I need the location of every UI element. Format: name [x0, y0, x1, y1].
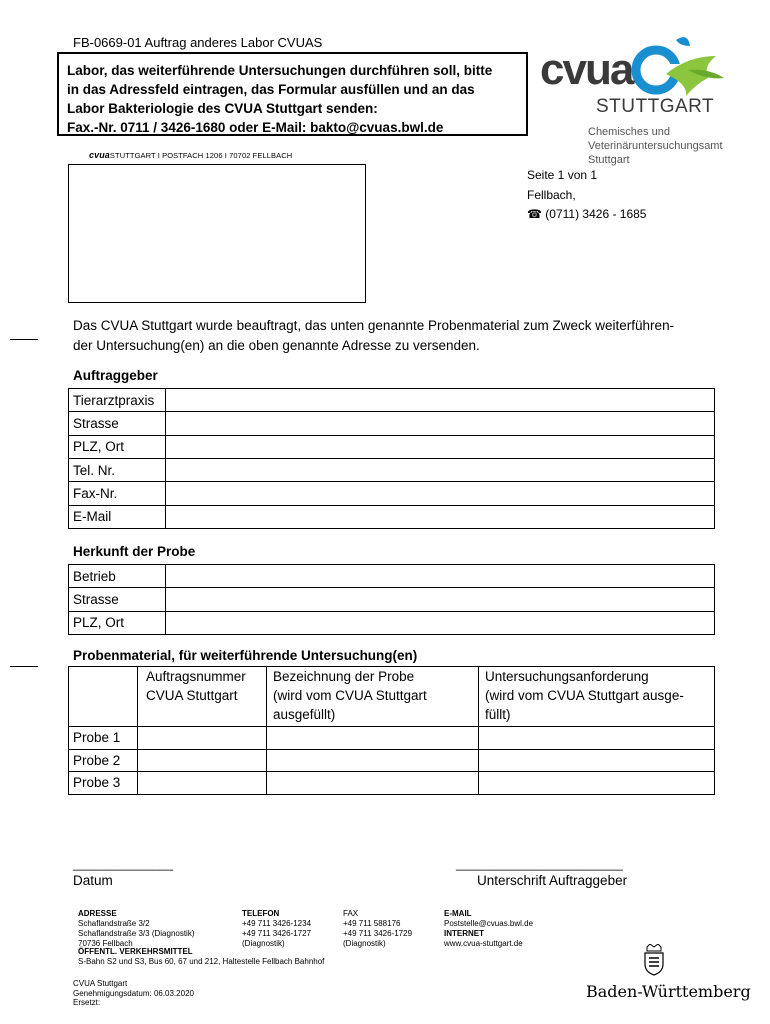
intro-text: [73, 316, 713, 356]
table-row: [69, 588, 715, 611]
footer-text: Genehmigungsdatum: 06.03.2020: [73, 988, 194, 998]
row-label: E-Mail: [69, 505, 166, 528]
footer-label: ÖFFENTL. VERKEHRSMITTEL: [78, 947, 193, 956]
footer-label: TELEFON: [242, 909, 280, 918]
footer-address: [78, 909, 195, 949]
section-title-proben: Probenmaterial, für weiterführende Untersuchung(en): [73, 648, 418, 663]
input-cell[interactable]: [138, 749, 267, 772]
input-cell[interactable]: [138, 772, 267, 795]
table-row: [69, 482, 715, 505]
address-field[interactable]: [68, 164, 366, 303]
footer-website[interactable]: www.cvua-stuttgart.de: [444, 939, 523, 948]
place: Fellbach,: [527, 187, 576, 202]
header-cell-bezeichnung: [267, 667, 479, 727]
header-cell-empty: [69, 667, 138, 727]
footer-label: FAX: [343, 909, 359, 918]
header-line: (wird vom CVUA Stuttgart: [273, 688, 427, 703]
row-label: Tierarztpraxis: [69, 389, 166, 412]
input-cell[interactable]: [138, 727, 267, 750]
input-cell[interactable]: [166, 565, 715, 588]
sender-address: STUTTGART I POSTFACH 1206 I 70702 FELLBACH: [109, 151, 293, 160]
sender-line: [89, 150, 292, 160]
footer-fax: [343, 909, 412, 949]
org-line: Stuttgart: [588, 154, 630, 166]
org-line: Veterinäruntersuchungsamt: [588, 140, 723, 152]
input-cell[interactable]: [166, 505, 715, 528]
header-line: CVUA Stuttgart: [146, 688, 238, 703]
proben-table: [68, 666, 715, 795]
row-label: Strasse: [69, 412, 166, 435]
header-line: ausgefüllt): [273, 707, 336, 722]
row-label: Probe 2: [69, 749, 138, 772]
footer-text: 70736 Fellbach: [78, 939, 133, 948]
row-label: PLZ, Ort: [69, 435, 166, 458]
footer-text: S-Bahn S2 und S3, Bus 60, 67 und 212, Haltestelle Fellbach Bahnhof: [78, 957, 325, 966]
footer-text: +49 711 3426-1234: [242, 919, 312, 928]
footer-label: INTERNET: [444, 929, 484, 938]
input-cell[interactable]: [166, 458, 715, 481]
footer-text: Ersetzt:: [73, 998, 101, 1007]
header-cell-untersuchung: [479, 667, 715, 727]
footer-text: (Diagnostik): [343, 939, 386, 948]
form-id: FB-0669-01 Auftrag anderes Labor CVUAS: [73, 35, 323, 50]
fold-mark: [10, 339, 38, 340]
footer-text: (Diagnostik): [242, 939, 285, 948]
table-row: [69, 458, 715, 481]
input-cell[interactable]: [166, 435, 715, 458]
telephone-icon: ☎: [527, 207, 542, 221]
section-title-herkunft: Herkunft der Probe: [73, 544, 196, 559]
phone-number: (0711) 3426 - 1685: [545, 207, 647, 221]
input-cell[interactable]: [267, 727, 479, 750]
table-row: [69, 505, 715, 528]
row-label: Tel. Nr.: [69, 458, 166, 481]
table-row: [69, 611, 715, 634]
date-line[interactable]: _______________: [73, 857, 174, 871]
input-cell[interactable]: [479, 772, 715, 795]
footer-email: [444, 909, 533, 949]
section-title-auftraggeber: Auftraggeber: [73, 368, 158, 383]
footer-text: +49 711 588176: [343, 919, 401, 928]
state-logo: Baden-Württemberg: [586, 982, 751, 1001]
table-row: [69, 727, 715, 750]
page-number: Seite 1 von 1: [527, 168, 598, 182]
auftraggeber-table: [68, 388, 715, 529]
header-cell-auftragsnummer: [138, 667, 267, 727]
signature-line[interactable]: _________________________: [456, 857, 623, 871]
footer-telefon: [242, 909, 311, 949]
input-cell[interactable]: [479, 727, 715, 750]
notice-line: Labor, das weiterführende Untersuchungen durchführen soll, bitte: [67, 63, 493, 78]
fold-mark: [10, 666, 38, 667]
notice-box: [57, 52, 528, 136]
row-label: Strasse: [69, 588, 166, 611]
cvua-logo: [538, 34, 748, 118]
notice-line: Fax.-Nr. 0711 / 3426-1680 oder E-Mail: bakto@cvuas.bwl.de: [67, 120, 444, 135]
signature-label: Unterschrift Auftraggeber: [477, 873, 628, 888]
footer-text: CVUA Stuttgart: [73, 979, 128, 988]
input-cell[interactable]: [479, 749, 715, 772]
table-row: [69, 389, 715, 412]
table-header-row: [69, 667, 715, 727]
row-label: Betrieb: [69, 565, 166, 588]
notice-line: in das Adressfeld eintragen, das Formular ausfüllen und an das: [67, 82, 475, 97]
input-cell[interactable]: [166, 611, 715, 634]
date-label: Datum: [73, 873, 113, 888]
row-label: Probe 3: [69, 772, 138, 795]
logo-org-name: [588, 125, 723, 167]
row-label: Probe 1: [69, 727, 138, 750]
header-line: füllt): [485, 707, 511, 722]
footer-text: +49 711 3426-1729: [343, 929, 413, 938]
table-row: [69, 412, 715, 435]
coat-of-arms-icon: [642, 944, 666, 976]
header-line: Bezeichnung der Probe: [273, 669, 415, 684]
table-row: [69, 772, 715, 795]
footer-meta: [73, 979, 194, 1008]
logo-city: STUTTGART: [596, 96, 715, 117]
input-cell[interactable]: [267, 749, 479, 772]
footer-text: Schaflandstraße 3/3 (Diagnostik): [78, 929, 195, 938]
input-cell[interactable]: [166, 588, 715, 611]
notice-line: Labor Bakteriologie des CVUA Stuttgart senden:: [67, 101, 378, 116]
logo-wordmark: cvua: [540, 45, 633, 94]
footer-text: Schaflandstraße 3/2: [78, 919, 150, 928]
table-row: [69, 749, 715, 772]
row-label: Fax-Nr.: [69, 482, 166, 505]
footer-text: +49 711 3426-1727: [242, 929, 312, 938]
footer-email-address[interactable]: Poststelle@cvuas.bwl.de: [444, 919, 534, 928]
input-cell[interactable]: [166, 412, 715, 435]
letter-info: [527, 166, 646, 225]
row-label: PLZ, Ort: [69, 611, 166, 634]
sender-brand: cvua: [89, 150, 110, 160]
table-row: [69, 435, 715, 458]
intro-line: Das CVUA Stuttgart wurde beauftragt, das unten genannte Probenmaterial zum Zweck weiterführen-: [73, 318, 675, 333]
input-cell[interactable]: [166, 389, 715, 412]
header-line: Auftragsnummer: [146, 669, 246, 684]
herkunft-table: [68, 564, 715, 635]
input-cell[interactable]: [166, 482, 715, 505]
header-line: (wird vom CVUA Stuttgart ausge-: [485, 688, 684, 703]
intro-line: der Untersuchung(en) an die oben genannte Adresse zu versenden.: [73, 338, 480, 353]
footer-label: E-MAIL: [444, 909, 472, 918]
footer-label: ADRESSE: [78, 909, 117, 918]
org-line: Chemisches und: [588, 126, 670, 138]
phone-row: [527, 205, 646, 225]
header-line: Untersuchungsanforderung: [485, 669, 649, 684]
footer-transport: [78, 947, 324, 967]
table-row: [69, 565, 715, 588]
input-cell[interactable]: [267, 772, 479, 795]
